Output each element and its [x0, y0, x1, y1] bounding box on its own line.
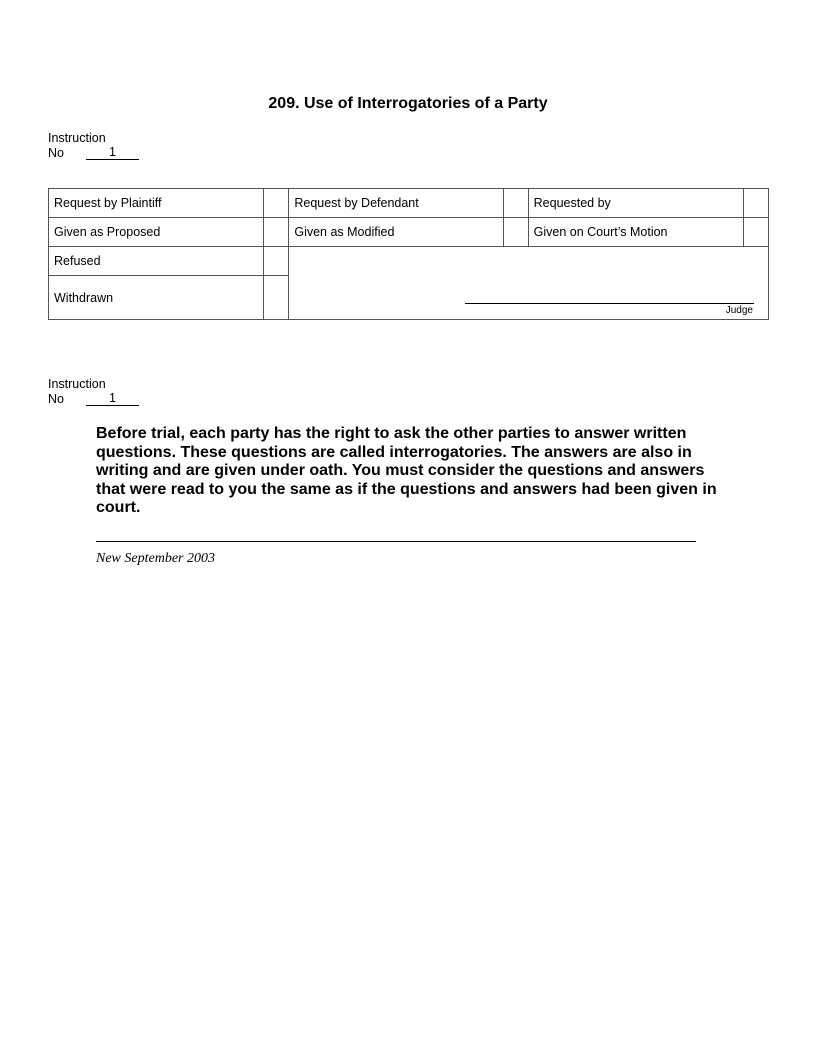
- instruction-number-block: [48, 131, 139, 160]
- given-on-courts-motion-label: Given on Court’s Motion: [528, 218, 743, 247]
- instruction-text: Before trial, each party has the right to ask the other parties to answer written questions. These questions are called interrogatories. The answers are also in writing and are given under oath. You must consider the questions and answers that were read to you the same as if the questions and answers had been given in court.: [96, 425, 717, 516]
- judge-signature-line[interactable]: [465, 303, 754, 304]
- request-by-defendant-checkbox[interactable]: [503, 189, 528, 218]
- instruction-number: 1: [86, 145, 139, 160]
- request-by-defendant-label: Request by Defendant: [289, 189, 503, 218]
- instruction-no-label: No: [48, 146, 64, 160]
- given-as-proposed-checkbox[interactable]: [264, 218, 289, 247]
- request-by-plaintiff-checkbox[interactable]: [264, 189, 289, 218]
- instruction-no-label: No: [48, 392, 64, 406]
- instruction-label: Instruction: [48, 377, 106, 391]
- requested-by-label: Requested by: [528, 189, 743, 218]
- given-as-modified-label: Given as Modified: [289, 218, 503, 247]
- page-title: 209. Use of Interrogatories of a Party: [268, 95, 548, 112]
- given-as-modified-checkbox[interactable]: [503, 218, 528, 247]
- judge-label: Judge: [725, 305, 753, 316]
- withdrawn-label: Withdrawn: [49, 276, 264, 320]
- divider: [96, 541, 696, 542]
- withdrawn-checkbox[interactable]: [264, 276, 289, 320]
- request-by-plaintiff-label: Request by Plaintiff: [49, 189, 264, 218]
- request-disposition-table: [48, 188, 769, 320]
- revision-note: New September 2003: [96, 551, 215, 566]
- refused-label: Refused: [49, 247, 264, 276]
- refused-checkbox[interactable]: [264, 247, 289, 276]
- instruction-number-block: [48, 377, 139, 406]
- requested-by-checkbox[interactable]: [744, 189, 769, 218]
- instruction-number: 1: [86, 391, 139, 406]
- given-as-proposed-label: Given as Proposed: [49, 218, 264, 247]
- given-on-courts-motion-checkbox[interactable]: [744, 218, 769, 247]
- judge-signature-area: [289, 247, 769, 320]
- instruction-label: Instruction: [48, 131, 106, 145]
